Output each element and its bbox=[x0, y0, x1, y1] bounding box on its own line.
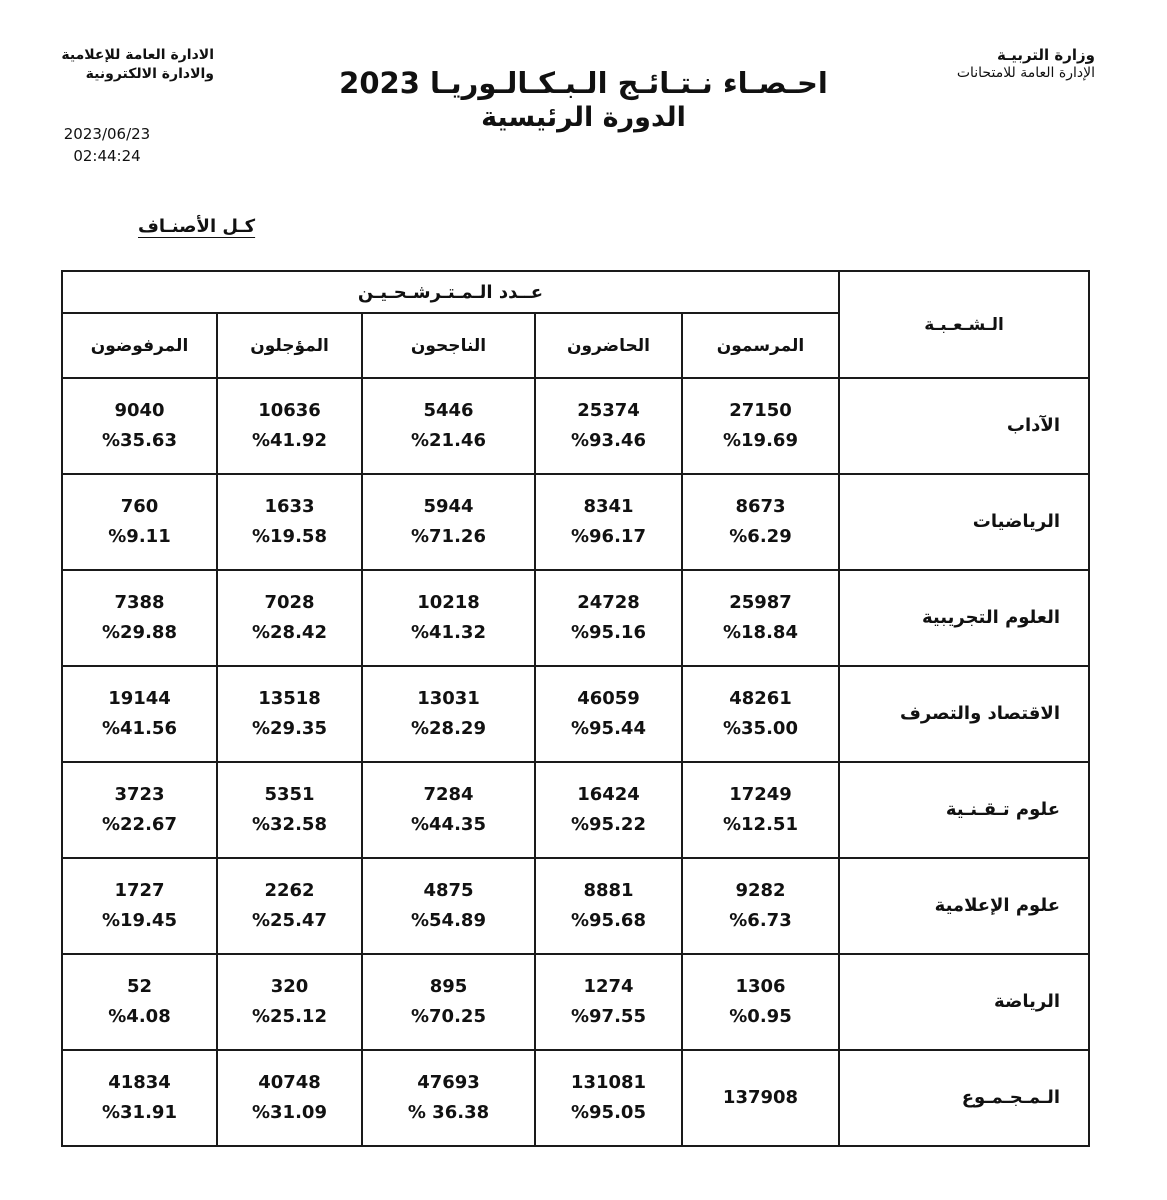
table-row bbox=[62, 954, 1089, 1050]
passed-cell bbox=[362, 858, 535, 954]
passed-count: 4875 bbox=[423, 879, 474, 901]
registered-cell bbox=[682, 858, 839, 954]
column-header-present: الحاضرون bbox=[535, 313, 682, 378]
results-table bbox=[61, 270, 1090, 1147]
postponed-count: 320 bbox=[270, 975, 309, 997]
postponed-count: 2262 bbox=[264, 879, 315, 901]
present-cell bbox=[535, 474, 682, 570]
registered-pct: %19.69 bbox=[723, 430, 798, 452]
page-title: احـصـاء نـتـائـج الـبـكـالـوريـا 2023 bbox=[339, 66, 828, 100]
passed-count: 5944 bbox=[423, 496, 474, 518]
total-label: الـمـجـمـوع bbox=[839, 1050, 1089, 1146]
registered-count: 25987 bbox=[729, 592, 792, 614]
present-cell bbox=[535, 1050, 682, 1146]
present-count: 131081 bbox=[570, 1071, 647, 1093]
candidates-count-header: عــدد الـمـتـرشـحـيـن bbox=[62, 271, 839, 313]
branch-name: الرياضيات bbox=[839, 474, 1089, 570]
it-directorate-line2: والادارة الالكترونية bbox=[85, 66, 214, 82]
passed-count: 7284 bbox=[423, 784, 474, 805]
postponed-count: 40748 bbox=[258, 1071, 321, 1093]
passed-count: 895 bbox=[429, 975, 468, 997]
postponed-count: 5351 bbox=[264, 784, 315, 805]
report-time: 02:44:24 bbox=[73, 147, 141, 165]
registered-pct: %6.73 bbox=[729, 909, 792, 931]
rejected-count: 19144 bbox=[108, 688, 171, 710]
registered-pct: %12.51 bbox=[723, 814, 798, 835]
present-pct: %95.22 bbox=[571, 814, 646, 835]
postponed-pct: %28.42 bbox=[252, 622, 327, 644]
postponed-pct: %29.35 bbox=[252, 718, 327, 740]
ministry-name: وزارة التربيـة bbox=[996, 46, 1095, 64]
rejected-count: 3723 bbox=[114, 784, 165, 805]
table-row bbox=[62, 762, 1089, 858]
registered-pct: %35.00 bbox=[723, 718, 798, 740]
rejected-cell bbox=[62, 378, 217, 474]
present-pct: %96.17 bbox=[571, 526, 646, 548]
branch-name: علوم الإعلامية bbox=[839, 858, 1089, 954]
present-count: 8881 bbox=[583, 879, 634, 901]
postponed-pct: %25.47 bbox=[252, 909, 327, 931]
column-header-rejected: المرفوضون bbox=[62, 313, 217, 378]
present-pct: %97.55 bbox=[571, 1005, 646, 1027]
registered-count: 9282 bbox=[735, 879, 786, 901]
branch-name: علوم تـقـنـية bbox=[839, 762, 1089, 858]
present-cell bbox=[535, 666, 682, 762]
postponed-count: 10636 bbox=[258, 400, 321, 422]
present-pct: %95.68 bbox=[571, 909, 646, 931]
column-header-passed: الناجحون bbox=[362, 313, 535, 378]
column-header-postponed: المؤجلون bbox=[217, 313, 362, 378]
passed-cell bbox=[362, 378, 535, 474]
branch-column-header: الـشـعـبـة bbox=[839, 271, 1089, 378]
postponed-cell bbox=[217, 954, 362, 1050]
postponed-cell bbox=[217, 762, 362, 858]
registered-cell bbox=[682, 954, 839, 1050]
registered-pct: %0.95 bbox=[729, 1005, 792, 1027]
table-row bbox=[62, 378, 1089, 474]
rejected-pct: %31.91 bbox=[102, 1101, 177, 1123]
report-date: 2023/06/23 bbox=[63, 125, 151, 143]
postponed-pct: %32.58 bbox=[252, 814, 327, 835]
rejected-pct: %35.63 bbox=[102, 430, 177, 452]
rejected-cell bbox=[62, 858, 217, 954]
passed-cell bbox=[362, 474, 535, 570]
registered-count: 27150 bbox=[729, 400, 792, 422]
rejected-count: 1727 bbox=[114, 879, 165, 901]
postponed-pct: %41.92 bbox=[252, 430, 327, 452]
exams-directorate: الإدارة العامة للامتحانات bbox=[956, 65, 1095, 81]
rejected-pct: %19.45 bbox=[102, 909, 177, 931]
passed-pct: %71.26 bbox=[411, 526, 486, 548]
postponed-cell bbox=[217, 570, 362, 666]
present-count: 46059 bbox=[577, 688, 640, 710]
branch-name: الاقتصاد والتصرف bbox=[839, 666, 1089, 762]
rejected-count: 9040 bbox=[114, 400, 165, 422]
rejected-cell bbox=[62, 666, 217, 762]
present-cell bbox=[535, 858, 682, 954]
registered-cell bbox=[682, 1050, 839, 1146]
present-count: 8341 bbox=[583, 496, 634, 518]
rejected-pct: %29.88 bbox=[102, 622, 177, 644]
passed-cell bbox=[362, 762, 535, 858]
passed-pct: %54.89 bbox=[411, 909, 486, 931]
table-row bbox=[62, 474, 1089, 570]
registered-pct: %18.84 bbox=[723, 622, 798, 644]
passed-count: 47693 bbox=[417, 1071, 480, 1093]
passed-pct: % 36.38 bbox=[407, 1101, 490, 1123]
passed-pct: %28.29 bbox=[411, 718, 486, 740]
registered-cell bbox=[682, 666, 839, 762]
category-label: كـل الأصنـاف bbox=[138, 216, 256, 237]
postponed-count: 1633 bbox=[264, 496, 315, 518]
rejected-pct: %4.08 bbox=[108, 1005, 171, 1027]
passed-pct: %70.25 bbox=[411, 1005, 486, 1027]
present-cell bbox=[535, 378, 682, 474]
table-total-row bbox=[62, 1050, 1089, 1146]
rejected-count: 41834 bbox=[108, 1071, 171, 1093]
branch-name: الآداب bbox=[839, 378, 1089, 474]
table-row bbox=[62, 666, 1089, 762]
table-row bbox=[62, 858, 1089, 954]
present-pct: %95.16 bbox=[571, 622, 646, 644]
registered-count: 17249 bbox=[729, 784, 792, 805]
present-count: 25374 bbox=[577, 400, 640, 422]
passed-cell bbox=[362, 954, 535, 1050]
present-pct: %95.05 bbox=[571, 1101, 646, 1123]
postponed-cell bbox=[217, 378, 362, 474]
rejected-count: 760 bbox=[120, 496, 159, 518]
registered-cell bbox=[682, 378, 839, 474]
passed-count: 5446 bbox=[423, 400, 474, 422]
page-subtitle: الدورة الرئيسية bbox=[481, 102, 686, 133]
rejected-count: 7388 bbox=[114, 592, 165, 614]
postponed-cell bbox=[217, 858, 362, 954]
postponed-cell bbox=[217, 1050, 362, 1146]
rejected-pct: %41.56 bbox=[102, 718, 177, 740]
passed-pct: %41.32 bbox=[411, 622, 486, 644]
passed-cell bbox=[362, 1050, 535, 1146]
present-cell bbox=[535, 762, 682, 858]
passed-pct: %21.46 bbox=[411, 430, 486, 452]
rejected-cell bbox=[62, 1050, 217, 1146]
registered-count: 1306 bbox=[735, 975, 786, 997]
passed-count: 10218 bbox=[417, 592, 480, 614]
rejected-pct: %22.67 bbox=[102, 814, 177, 835]
registered-count: 137908 bbox=[722, 1086, 799, 1108]
present-cell bbox=[535, 570, 682, 666]
rejected-pct: %9.11 bbox=[108, 526, 171, 548]
present-pct: %93.46 bbox=[571, 430, 646, 452]
branch-name: العلوم التجريبية bbox=[839, 570, 1089, 666]
it-directorate-line1: الادارة العامة للإعلامية bbox=[61, 47, 214, 63]
rejected-cell bbox=[62, 954, 217, 1050]
passed-count: 13031 bbox=[417, 688, 480, 710]
present-cell bbox=[535, 954, 682, 1050]
postponed-cell bbox=[217, 474, 362, 570]
postponed-pct: %25.12 bbox=[252, 1005, 327, 1027]
column-header-registered: المرسمون bbox=[682, 313, 839, 378]
table-row bbox=[62, 570, 1089, 666]
present-count: 1274 bbox=[583, 975, 634, 997]
postponed-pct: %19.58 bbox=[252, 526, 327, 548]
present-pct: %95.44 bbox=[571, 718, 646, 740]
rejected-cell bbox=[62, 570, 217, 666]
postponed-count: 13518 bbox=[258, 688, 321, 710]
present-count: 24728 bbox=[577, 592, 640, 614]
timestamp bbox=[52, 123, 162, 167]
passed-pct: %44.35 bbox=[411, 814, 486, 835]
postponed-pct: %31.09 bbox=[252, 1101, 327, 1123]
rejected-cell bbox=[62, 474, 217, 570]
registered-cell bbox=[682, 570, 839, 666]
postponed-cell bbox=[217, 666, 362, 762]
passed-cell bbox=[362, 666, 535, 762]
registered-count: 48261 bbox=[729, 688, 792, 710]
registered-cell bbox=[682, 474, 839, 570]
postponed-count: 7028 bbox=[264, 592, 315, 614]
table-header-row bbox=[62, 271, 1089, 313]
registered-pct: %6.29 bbox=[729, 526, 792, 548]
branch-name: الرياضة bbox=[839, 954, 1089, 1050]
present-count: 16424 bbox=[577, 784, 640, 805]
registered-count: 8673 bbox=[735, 496, 786, 518]
rejected-count: 52 bbox=[126, 975, 153, 997]
passed-cell bbox=[362, 570, 535, 666]
rejected-cell bbox=[62, 762, 217, 858]
registered-cell bbox=[682, 762, 839, 858]
